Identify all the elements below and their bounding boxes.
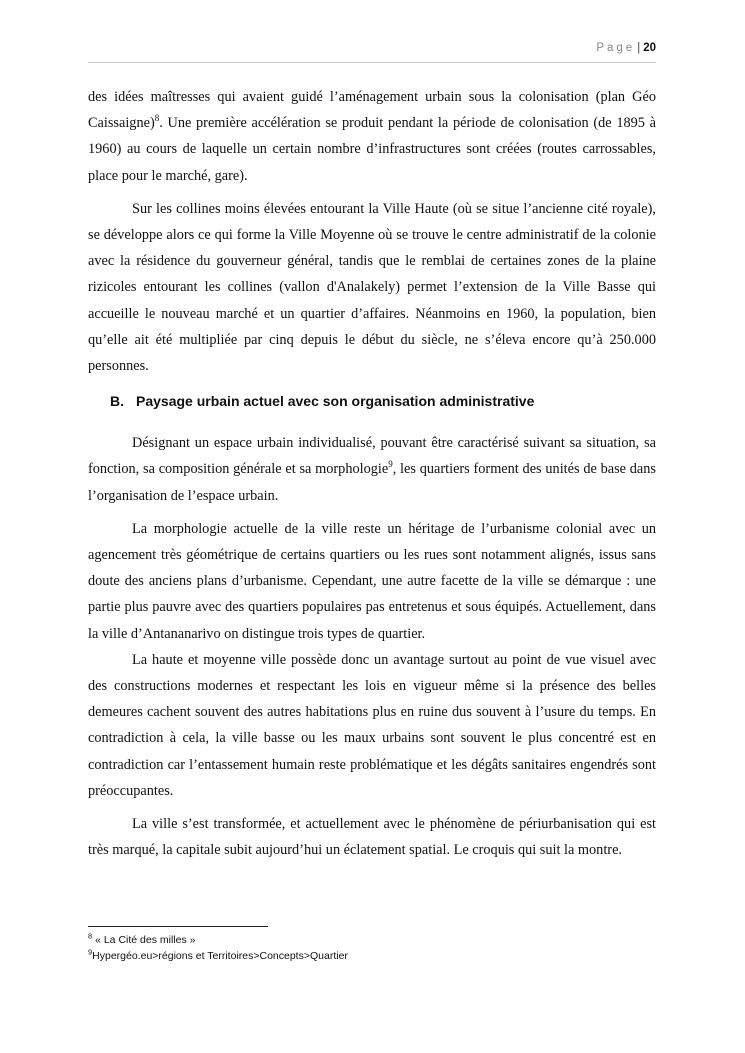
- footnote-8: [88, 932, 348, 948]
- page-word: Page: [596, 42, 636, 54]
- paragraph-3-text-b: , les quartiers forment des unités de base dans l’organisation de l’espace urbain.: [88, 461, 656, 504]
- paragraph-5: La haute et moyenne ville possède donc un avantage surtout au point de vue visuel avec des constructions modernes et respectant les lois en vigueur même si la présence des belles demeures cachent souvent des autres habitations plus en ruine dus souvent à l’usure du temps. En contradiction à cela, la ville basse ou les maux urbains sont souvent le plus concentré est en contradiction car l’entassement humain reste problématique et les dégâts sanitaires engendrés sont préoccupantes.: [88, 651, 656, 799]
- footnote-9-number: 9: [88, 947, 93, 957]
- section-title: Paysage urbain actuel avec son organisation administrative: [136, 393, 535, 410]
- page-header: [88, 36, 656, 63]
- document-body: [88, 84, 656, 863]
- footnote-ref-9: 9: [388, 459, 393, 470]
- paragraph-1: [88, 84, 656, 189]
- section-label: B.: [110, 393, 124, 410]
- paragraph-4: La morphologie actuelle de la ville reste un héritage de l’urbanisme colonial avec un agencement très géométrique de certains quartiers ou les rues sont notamment alignés, issus sans doute des anciens plans d’urbanisme. Cependant, une autre facette de la ville se démarque : une partie plus pauvre avec des quartiers populaires pas entretenus et sous équipés. Actuellement, dans la ville d’Antananarivo on distingue trois types de quartier.: [88, 520, 656, 642]
- footnote-8-text: « La Cité des milles »: [92, 934, 196, 946]
- footnote-9: [88, 948, 348, 964]
- paragraph-6: La ville s’est transformée, et actuellement avec le phénomène de périurbanisation qui est très marqué, la capitale subit aujourd’hui un éclatement spatial. Le croquis qui suit la montre.: [88, 816, 656, 859]
- section-heading: [110, 388, 656, 414]
- paragraph-2: Sur les collines moins élevées entourant la Ville Haute (où se situe l’ancienne cité royale), se développe alors ce qui forme la Ville Moyenne où se trouve le centre administratif de la colonie avec la résidence du gouverneur général, tandis que le remblai de certaines zones de la plaine rizicoles entourant les collines (vallon d'Analakely) permet l’extension de la Ville Basse qui accueille le nouveau marché et un quartier d’affaires. Néanmoins en 1960, la population, bien qu’elle ait été multipliée par cinq depuis le début du siècle, ne s’éleva encore qu’à 250.000 personnes.: [88, 200, 656, 375]
- paragraph-1-text-b: . Une première accélération se produit pendant la période de colonisation (de 1895 à 1960) au cours de laquelle un certain nombre d’infrastructures sont créées (routes carrossables, place pour le marché, gare).: [88, 115, 656, 184]
- paragraph-3: [88, 430, 656, 509]
- footnote-rule: [88, 926, 268, 927]
- footnotes: [88, 932, 348, 964]
- footnote-9-text: Hypergéo.eu>régions et Territoires>Concepts>Quartier: [92, 950, 348, 962]
- header-separator: |: [637, 42, 641, 54]
- paragraph-3-text-a: Désignant un espace urbain individualisé, pouvant être caractérisé suivant sa situation, sa fonction, sa composition générale et sa morphologie: [88, 435, 656, 478]
- paragraph-1-text-a: des idées maîtresses qui avaient guidé l’aménagement urbain sous la colonisation (plan Géo Caissaigne): [88, 89, 656, 132]
- footnote-ref-8: 8: [154, 113, 160, 124]
- page-number-label: [596, 42, 656, 54]
- footnote-8-number: 8: [88, 931, 93, 941]
- page-number: 20: [643, 42, 656, 54]
